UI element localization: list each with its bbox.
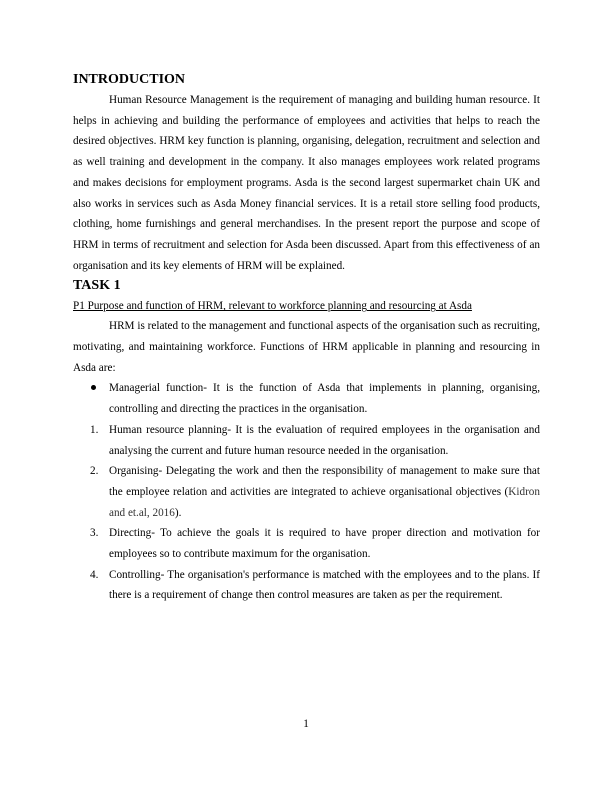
list-item-text: Organising- Delegating the work and then the responsibility of management to make sure that the employee relation and activities are integrated to achieve organisational objectives ( <box>109 465 540 498</box>
list-item <box>73 420 540 461</box>
list-marker: 4. <box>90 568 99 581</box>
introduction-heading: INTRODUCTION <box>73 72 186 87</box>
list-item-text-after: ). <box>174 506 182 519</box>
list-marker: 3. <box>90 527 99 540</box>
list-item-text: Directing- To achieve the goals it is required to have proper direction and motivation for employees so to contribute maximum for the organisation. <box>109 527 540 561</box>
bullet-icon <box>91 385 96 390</box>
task1-heading: TASK 1 <box>73 278 121 294</box>
bullet-list <box>73 378 540 419</box>
list-item <box>73 523 540 564</box>
list-marker: 1. <box>90 423 99 436</box>
list-item <box>73 565 540 606</box>
numbered-list <box>73 420 540 606</box>
task1-subheading: P1 Purpose and function of HRM, relevant to workforce planning and resourcing at Asda <box>73 300 472 313</box>
introduction-paragraph: Human Resource Management is the requirement of managing and building human resource. It helps in achieving and building the performance of employees and activities that helps to reach the desired objectives. HRM key function is planning, organising, delegation, recruitment and selection and as well training and development in the company. It also manages employees work related programs and makes decisions for employment programs. Asda is the second largest supermarket chain UK and also works in services such as Asda Money financial services. It is a retail store selling food products, clothing, home furnishings and general merchandises. In the present report the purpose and scope of HRM in terms of recruitment and selection for Asda been discussed. Apart from this effectiveness of an organisation and its key elements of HRM will be explained. <box>73 94 540 272</box>
list-marker: 2. <box>90 465 99 478</box>
task1-paragraph: HRM is related to the management and functional aspects of the organisation such as recruiting, motivating, and maintaining workforce. Functions of HRM applicable in planning and resourcing in Asda are: <box>73 320 540 374</box>
page-number: 1 <box>303 718 309 730</box>
bullet-text: Managerial function- It is the function of Asda that implements in planning, organising, controlling and directing the practices in the organisation. <box>109 382 540 416</box>
citation-link[interactable]: Kidron and et.al, 2016 <box>109 485 540 519</box>
bullet-item <box>73 378 540 419</box>
list-item-text: Human resource planning- It is the evaluation of required employees in the organisation and analysing the current and future human resource needed in the organisation. <box>109 423 540 457</box>
list-item <box>73 461 540 523</box>
page-content <box>73 70 540 606</box>
list-item-text: Controlling- The organisation's performance is matched with the employees and to the plans. If there is a requirement of change then control measures are taken as per the requirement. <box>109 568 540 602</box>
